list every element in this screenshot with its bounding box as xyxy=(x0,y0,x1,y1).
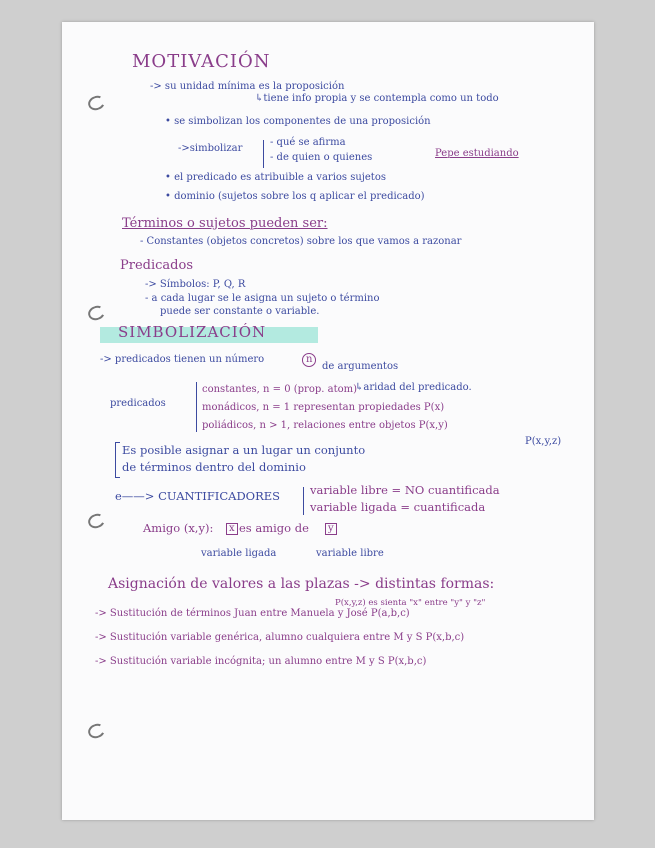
note-line: constantes, n = 0 (prop. atom) xyxy=(202,384,358,395)
note-line: • se simbolizan los componentes de una proposición xyxy=(165,116,431,127)
punch-hole-icon xyxy=(86,304,107,323)
heading-cuantificadores: e——> CUANTIFICADORES xyxy=(115,489,281,503)
note-line: variable libre xyxy=(316,548,384,559)
bracket xyxy=(115,442,120,478)
note-line: variable ligada xyxy=(201,548,277,559)
note-line: P(x,y,z) es sienta "x" entre "y" y "z" xyxy=(335,598,486,608)
boxed-x: x xyxy=(226,523,238,535)
note-line: -> Símbolos: P, Q, R xyxy=(145,279,246,290)
note-line: ↳tiene info propia y se contempla como un todo xyxy=(255,93,499,104)
punch-hole-icon xyxy=(86,94,107,113)
note-line: variable libre = NO cuantificada xyxy=(310,483,500,497)
note-line: - Constantes (objetos concretos) sobre los que vamos a razonar xyxy=(140,236,462,247)
note-line: de términos dentro del dominio xyxy=(122,460,306,474)
note-line: - a cada lugar se le asigna un sujeto o término xyxy=(145,293,380,304)
note-line: ->simbolizar xyxy=(178,143,243,154)
note-line: predicados xyxy=(110,398,166,409)
note-line: • dominio (sujetos sobre los q aplicar el predicado) xyxy=(165,191,425,202)
bracket xyxy=(263,140,264,168)
note-line: - de quien o quienes xyxy=(270,152,373,163)
punch-hole-icon xyxy=(86,722,107,741)
note-line: P(x,y,z) xyxy=(525,436,562,447)
heading-predicados: Predicados xyxy=(120,258,193,273)
note-line: puede ser constante o variable. xyxy=(160,306,320,317)
note-line: de argumentos xyxy=(322,361,399,372)
note-line: • el predicado es atribuible a varios sujetos xyxy=(165,172,386,183)
note-line: -> Sustitución variable genérica, alumno cualquiera entre M y S P(x,b,c) xyxy=(95,632,465,643)
bracket xyxy=(196,382,197,432)
bracket xyxy=(303,487,304,515)
note-line: variable ligada = cuantificada xyxy=(310,500,486,514)
boxed-y: y xyxy=(325,523,337,535)
note-line: Pepe estudiando xyxy=(435,148,519,159)
note-line: -> predicados tienen un número xyxy=(100,354,265,365)
note-line: monádicos, n = 1 representan propiedades P(x) xyxy=(202,402,445,413)
circled-n: n xyxy=(302,353,316,367)
note-line: es amigo de xyxy=(239,521,309,535)
heading-terminos: Términos o sujetos pueden ser: xyxy=(122,216,328,231)
heading-simbolizacion: SIMBOLIZACIÓN xyxy=(118,323,267,341)
note-line: poliádicos, n > 1, relaciones entre objetos P(x,y) xyxy=(202,420,448,431)
heading-asignacion: Asignación de valores a las plazas -> distintas formas: xyxy=(108,576,495,592)
note-line: -> Sustitución de términos Juan entre Manuela y José P(a,b,c) xyxy=(95,608,410,619)
punch-hole-icon xyxy=(86,512,107,531)
note-line: Amigo (x,y): xyxy=(143,521,214,535)
note-line: - qué se afirma xyxy=(270,137,346,148)
heading-motivacion: MOTIVACIÓN xyxy=(132,51,271,72)
note-line: -> su unidad mínima es la proposición xyxy=(150,81,345,92)
note-line: ↳aridad del predicado. xyxy=(355,382,472,393)
note-line: -> Sustitución variable incógnita; un alumno entre M y S P(x,b,c) xyxy=(95,656,427,667)
note-line: Es posible asignar a un lugar un conjunto xyxy=(122,443,366,457)
